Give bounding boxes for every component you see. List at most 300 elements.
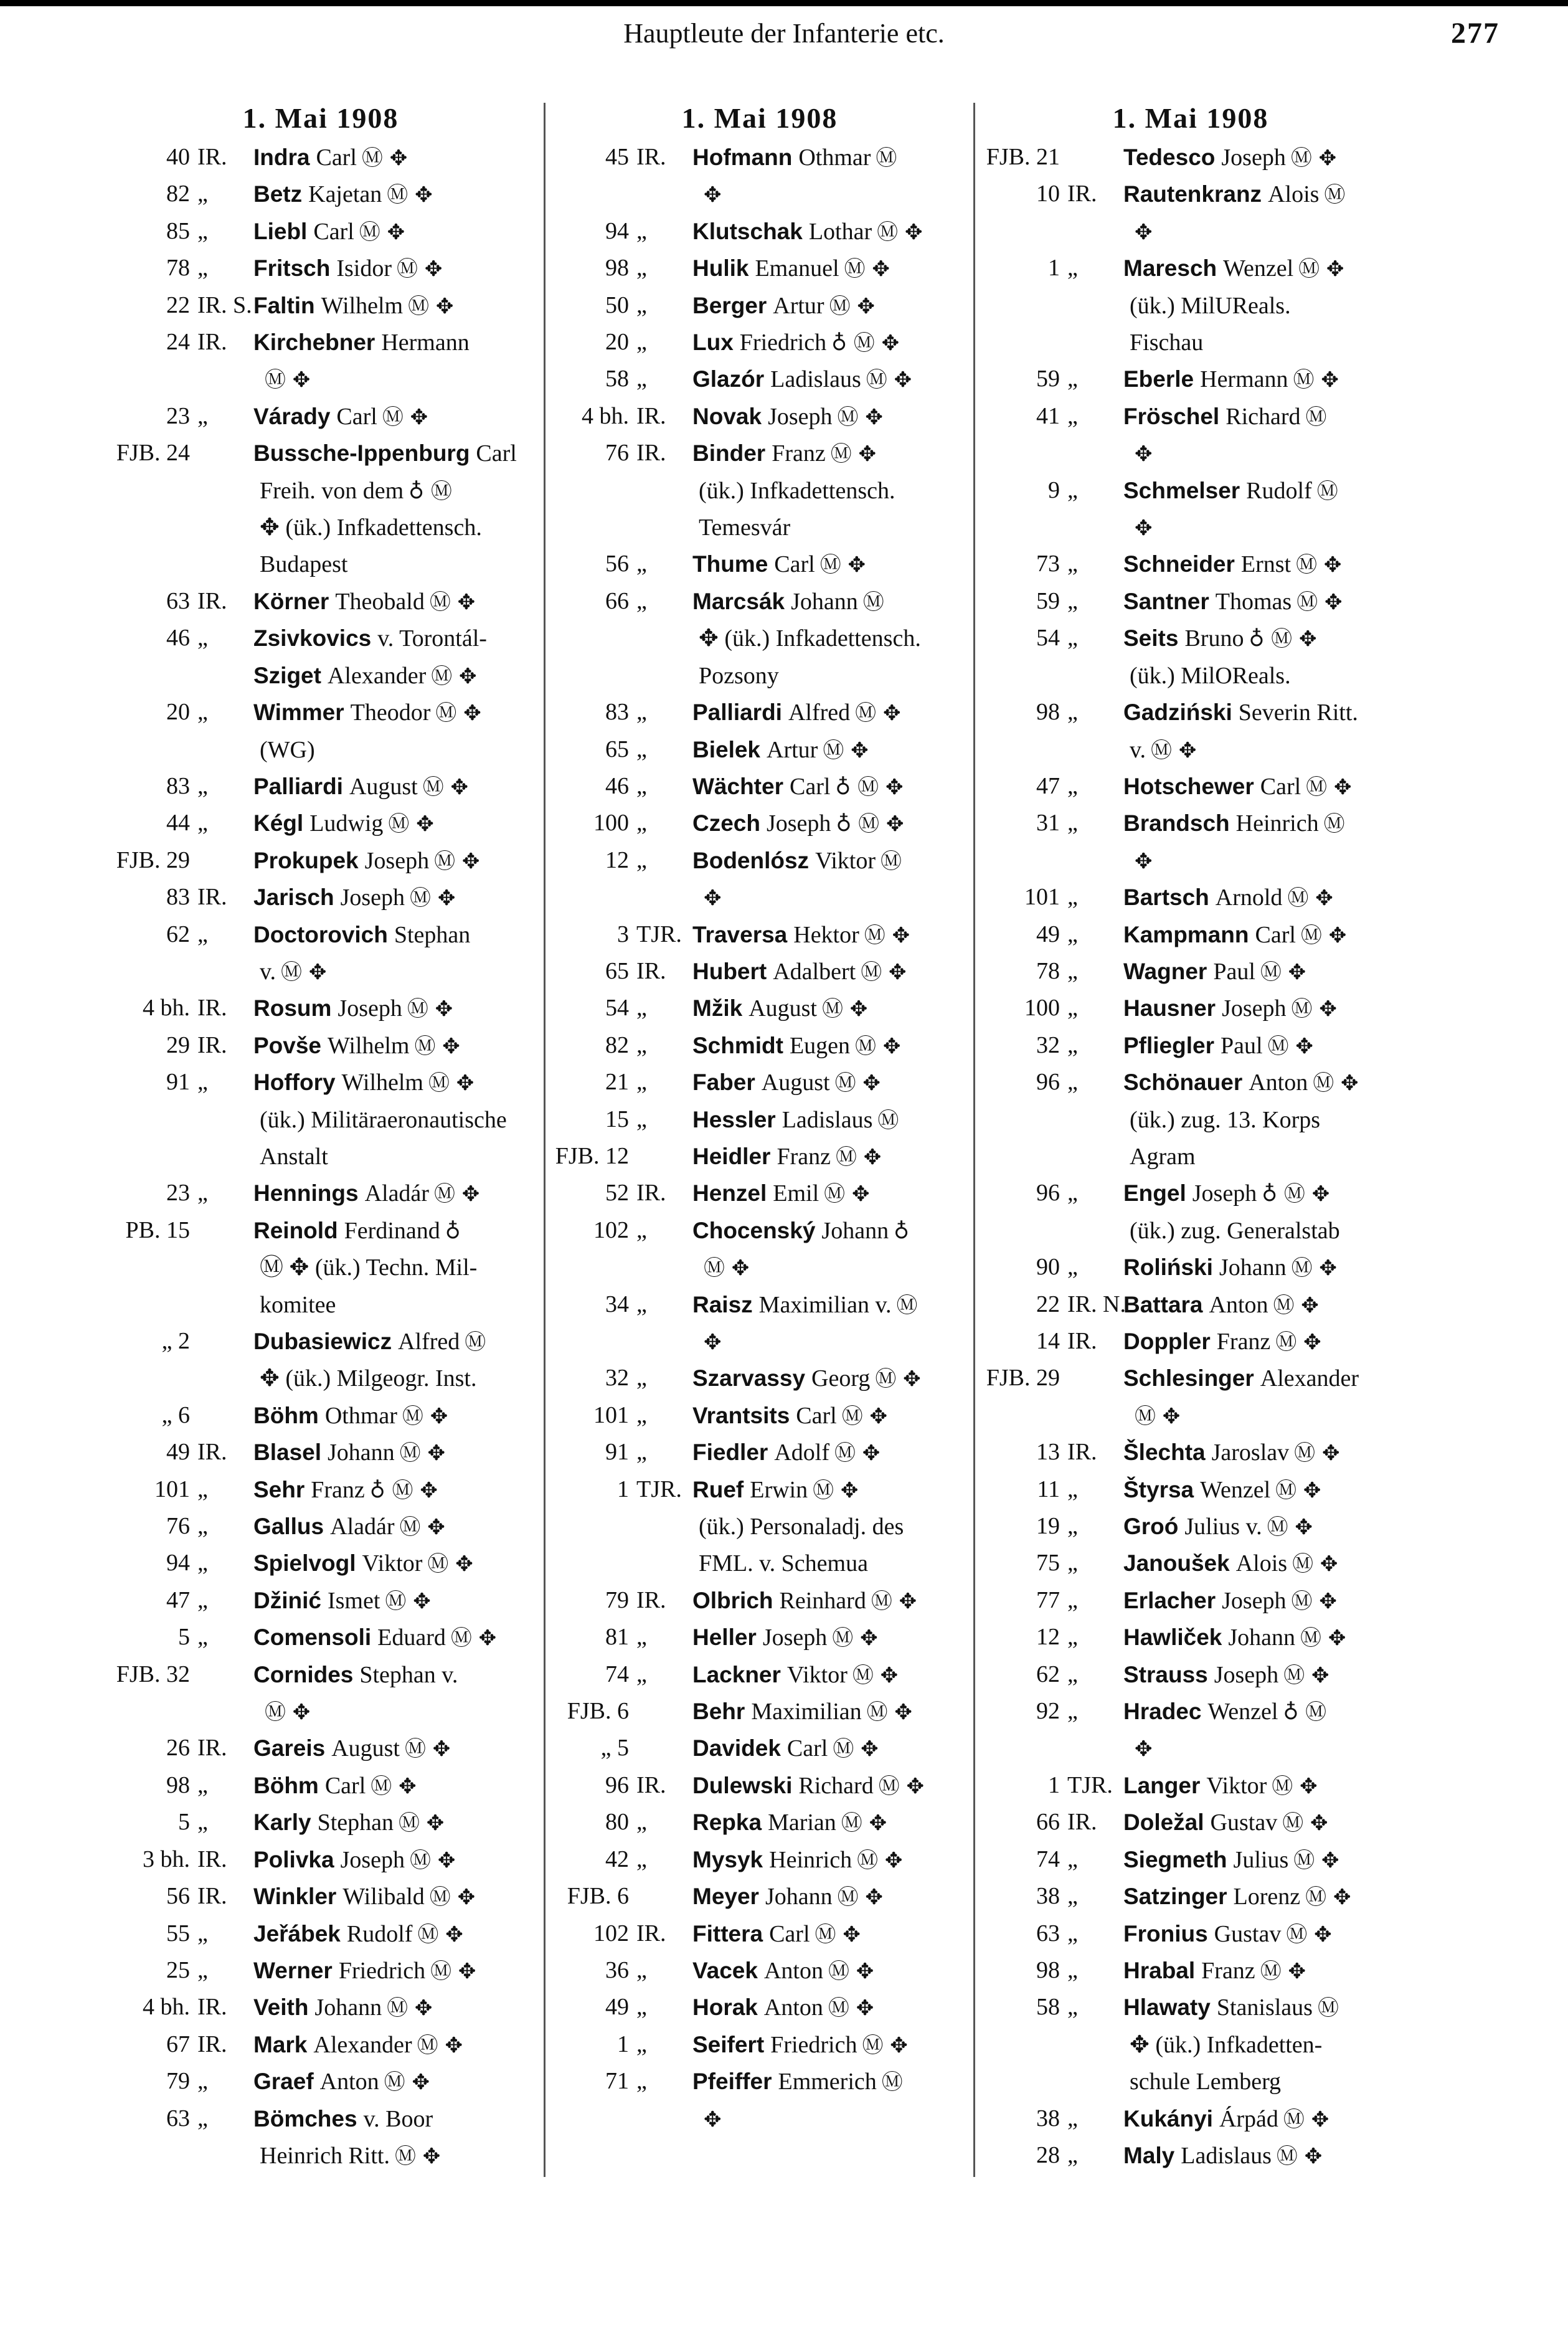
surname: Fiedler [692,1439,768,1466]
regiment-number: 76 [166,1513,190,1540]
regiment-number: „ 6 [161,1401,190,1428]
decoration-icons: Ⓜ ✥ [828,1996,874,2021]
regiment-number: 38 [1036,2105,1060,2132]
given-name-or-note: Erwin [750,1476,808,1503]
given-name-or-note: Johann [1228,1624,1296,1651]
regiment-number: 1 [617,2031,629,2057]
decoration-icons: Ⓜ ✥ [429,1885,476,1910]
regiment-number: 34 [605,1291,629,1317]
roster-entry [109,1916,532,1953]
roster-entry [548,1028,971,1065]
given-name-or-note: Wilhelm [341,1069,423,1096]
entry-line [692,140,971,176]
surname: Erlacher [1123,1587,1216,1613]
given-name-or-note: Viktor [786,1661,848,1688]
decoration-icons: ✥ [1135,442,1153,467]
unit-type: „ [636,1216,647,1243]
entry-line [1123,1619,1402,1656]
regiment-number: 67 [166,2031,190,2057]
entry-line [1123,1472,1402,1509]
unit-type: „ [636,846,647,873]
unit-type: „ [197,625,208,652]
roster-entry [548,361,971,398]
roster-entry [979,1694,1402,1768]
roster-entry [548,1953,971,1989]
decoration-icons: Ⓜ ✥ [834,1441,881,1466]
given-name-or-note: Friedrich [770,2031,857,2058]
roster-entry [979,1360,1402,1434]
decoration-icons: Ⓜ ✥ [385,1588,431,1614]
entry-line [253,658,532,695]
roster-entry [979,361,1402,398]
roster-entry [548,214,971,250]
given-name-or-note: Marian [768,1809,836,1836]
roster-entry [548,325,971,361]
regiment-number: FJB. 12 [555,1142,629,1169]
roster-entry [979,1953,1402,1989]
given-name-or-note: Richard [798,1772,874,1799]
entry-line [253,325,532,361]
roster-entry [109,288,532,325]
surname: Fröschel [1123,403,1220,429]
entry-line [253,1065,532,1101]
entry-line [253,399,532,435]
given-name-or-note: Carl [774,551,815,578]
unit-type: „ [1067,2105,1078,2132]
given-name-or-note: ✥ (ük.) Infkadetten- [1130,2031,1323,2058]
given-name-or-note: Joseph [340,1846,405,1873]
decoration-icons: Ⓜ ✥ [861,959,907,985]
regiment-number: 1 [617,1476,629,1502]
surname: Hoffory [253,1069,336,1096]
regiment-number: 83 [166,772,190,799]
roster-entry [979,1287,1402,1324]
roster-entry [109,214,532,250]
regiment-number: 38 [1036,1883,1060,1910]
given-name-or-note: (WG) [260,736,315,763]
surname: Tedesco [1123,145,1216,170]
unit-type: „ [636,217,647,244]
roster-entry [548,1989,971,2026]
regiment-number: 24 [166,329,190,356]
surname: Hrabal [1123,1957,1196,1983]
given-name-or-note: (ük.) Infkadettensch. [699,477,895,504]
regiment-number: 59 [1036,587,1060,614]
regiment-number: 63 [166,587,190,614]
unit-type: IR. [1067,1328,1097,1354]
entry-line [692,473,971,510]
roster-entry [109,1768,532,1804]
surname: Brandsch [1123,810,1230,837]
regiment-number: 80 [605,1809,629,1836]
entry-line [1123,288,1402,325]
given-name-or-note: Adalbert [773,958,856,985]
decoration-icons: Ⓜ ✥ [265,1700,311,1725]
decoration-icons: Ⓜ [1323,812,1345,837]
unit-type: „ [197,402,208,429]
surname: Czech [692,810,760,837]
regiment-number: 91 [605,1439,629,1466]
decoration-icons: ♁ Ⓜ [1283,1700,1327,1725]
entry-line [253,1842,532,1879]
unit-type: „ [636,1401,647,1428]
regiment-number: 63 [1036,1920,1060,1947]
entry-line [1123,954,1402,990]
regiment-number: 101 [593,1401,629,1428]
entry-line [1123,584,1402,620]
decoration-icons: Ⓜ ✥ [813,1477,859,1503]
surname: Jeřábek [253,1920,341,1947]
surname: Fittera [692,1920,763,1947]
unit-type: „ [1067,402,1078,429]
roster-entry [109,1028,532,1065]
unit-type: „ [636,1994,647,2021]
unit-type: IR. [197,1735,227,1762]
given-name-or-note: August [331,1735,400,1762]
decoration-icons: Ⓜ ✥ [1282,1811,1328,1836]
roster-entry [109,399,532,435]
roster-entry [109,843,532,880]
surname: Engel [1123,1180,1186,1207]
entry-line [692,1324,971,1360]
unit-type: IR. [197,2031,227,2057]
unit-type: IR. [197,1883,227,1910]
entry-line [692,1213,971,1250]
unit-type: IR. [636,144,666,170]
unit-type: IR. [197,995,227,1022]
roster-entry [109,1583,532,1619]
entry-line [253,140,532,176]
regiment-number: 10 [1036,181,1060,207]
surname: Davidek [692,1735,781,1762]
regiment-number: 14 [1036,1328,1060,1354]
entry-line [253,990,532,1027]
roster-entry [979,399,1402,473]
page-header: Hauptleute der Infanterie etc. [623,18,945,49]
surname: Hulik [692,255,749,282]
decoration-icons: Ⓜ ✥ [1267,1515,1313,1540]
regiment-number: FJB. 24 [116,440,190,467]
unit-type: „ [197,1513,208,1540]
surname: Horak [692,1994,758,2021]
unit-type: IR. [636,1180,666,1207]
surname: Hennings [253,1180,359,1207]
given-name-or-note: v. [260,958,276,985]
entry-line [253,917,532,954]
decoration-icons: ✥ [704,886,722,911]
surname: Mark [253,2031,308,2057]
roster-entry [109,1657,532,1731]
unit-type: „ [1067,1476,1078,1502]
decoration-icons: Ⓜ ✥ [834,1071,881,1096]
entry-line [1123,1102,1402,1139]
given-name-or-note: Carl [476,440,517,467]
given-name-or-note: Lorenz [1233,1884,1301,1910]
unit-type: TJR. [636,1476,682,1502]
unit-type: „ [1067,255,1078,282]
decoration-icons: Ⓜ ✥ [841,1403,888,1429]
given-name-or-note: Pozsony [699,662,779,689]
decoration-icons: Ⓜ ✥ [866,1700,912,1725]
unit-type: IR. [636,957,666,984]
surname: Olbrich [692,1587,773,1613]
entry-line [1123,1768,1402,1804]
given-name-or-note: Rudolf [346,1920,413,1947]
decoration-icons: Ⓜ ✥ [837,404,883,430]
decoration-icons: Ⓜ ✥ [397,257,443,282]
entry-line [692,1175,971,1212]
roster-entry [109,1989,532,2026]
given-name-or-note: Wilhelm [321,292,404,319]
unit-type: IR. [197,884,227,911]
regiment-number: 55 [166,1920,190,1947]
regiment-number: 56 [166,1883,190,1910]
entry-line [1123,2064,1402,2100]
unit-type: IR. [1067,1809,1097,1836]
given-name-or-note: Viktor [1206,1772,1267,1799]
roster-entry [548,1583,971,1619]
decoration-icons: Ⓜ ✥ [387,183,433,208]
unit-type: „ [1067,1994,1078,2021]
roster-entry [548,990,971,1027]
regiment-number: 65 [605,736,629,762]
given-name-or-note: Agram [1130,1143,1196,1170]
entry-line [1123,399,1402,435]
surname: Schlesinger [1123,1365,1254,1392]
unit-type: „ [636,1106,647,1132]
decoration-icons: ♁ Ⓜ ✥ [1249,627,1317,652]
entry-line [692,1730,971,1767]
given-name-or-note: Joseph [766,810,831,837]
decoration-icons: Ⓜ ✥ [830,442,877,467]
unit-type: „ [636,1439,647,1466]
regiment-number: 46 [605,772,629,799]
decoration-icons: Ⓜ ✥ [844,257,890,282]
unit-type: TJR. [636,921,682,947]
entry-line [1123,1989,1402,2026]
entry-line [253,250,532,287]
given-name-or-note: (ük.) zug. Generalstab [1130,1217,1340,1244]
entry-line [253,1768,532,1804]
entry-line [253,1360,532,1397]
regiment-number: 20 [166,699,190,726]
surname: Werner [253,1957,333,1983]
regiment-number: 42 [605,1846,629,1872]
given-name-or-note: August [349,773,418,800]
decoration-icons: Ⓜ ✥ [837,1885,883,1910]
entry-line [692,1139,971,1175]
unit-type: IR. N. [1067,1291,1126,1317]
given-name-or-note: v. [1130,736,1146,763]
surname: Hlawaty [1123,1994,1211,2021]
given-name-or-note: (ük.) MilUReals. [1130,292,1291,319]
regiment-number: 40 [166,144,190,170]
unit-type: „ [636,1956,647,1983]
entry-line [253,1619,532,1656]
decoration-icons: Ⓜ ✥ [877,219,923,245]
entry-line [253,361,532,398]
regiment-number: 28 [1036,2141,1060,2168]
entry-line [253,880,532,916]
entry-line [1123,620,1402,657]
unit-type: „ [1067,1698,1078,1725]
given-name-or-note: (ük.) zug. 13. Korps [1130,1106,1321,1133]
regiment-number: 5 [178,1624,190,1651]
decoration-icons: ✥ [704,1330,722,1355]
entry-line [253,1175,532,1212]
entry-line [1123,1545,1402,1582]
regiment-number: 58 [605,366,629,392]
surname: Pfliegler [1123,1032,1214,1058]
given-name-or-note: FML. v. Schemua [699,1550,868,1577]
entry-line [1123,695,1402,731]
regiment-number: 58 [1036,1994,1060,2021]
given-name-or-note: Viktor [362,1550,423,1577]
regiment-number: 15 [605,1106,629,1132]
regiment-number: 102 [593,1920,629,1947]
surname: Bodenlósz [692,847,810,873]
roster-entry [979,1509,1402,1545]
given-name-or-note: Franz [1201,1957,1255,1984]
given-name-or-note: Arnold [1215,884,1283,911]
entry-line [253,1398,532,1434]
unit-type: „ [636,1365,647,1392]
given-name-or-note: Alexander [313,2031,412,2058]
decoration-icons: Ⓜ ✥ [1275,1477,1321,1503]
entry-line [692,1804,971,1841]
surname: Reinold [253,1217,338,1243]
entry-line [692,990,971,1027]
decoration-icons: Ⓜ [1317,1996,1339,2021]
surname: Šlechta [1123,1439,1206,1466]
unit-type: TJR. [1067,1771,1113,1798]
unit-type: „ [1067,1586,1078,1613]
decoration-icons: Ⓜ ✥ [1273,1292,1319,1318]
regiment-number: 62 [1036,1661,1060,1687]
entry-line [692,1102,971,1139]
given-name-or-note: Johann [765,1884,833,1910]
surname: Mysyk [692,1846,763,1872]
entry-line [1123,2027,1402,2064]
surname: Hawliček [1123,1624,1222,1651]
entry-line [692,2101,971,2138]
roster-entry [979,1028,1402,1065]
roster-entry [979,1804,1402,1841]
unit-type: „ [1067,699,1078,726]
roster-entry [109,1398,532,1434]
entry-line [692,695,971,731]
roster-entry [979,2138,1402,2174]
entry-line [1123,1360,1402,1397]
surname: Maresch [1123,255,1217,282]
regiment-number: 82 [166,181,190,207]
given-name-or-note: Stephan [317,1809,394,1836]
unit-type: „ [1067,884,1078,911]
entry-line [692,1509,971,1545]
surname: Hotschewer [1123,773,1254,799]
unit-type: „ [1067,1956,1078,1983]
entry-line [253,1287,532,1324]
entry-line [253,620,532,657]
roster-entry [979,954,1402,990]
unit-type: „ [1067,1920,1078,1947]
given-name-or-note: Hermann [381,330,470,356]
regiment-number: 59 [1036,366,1060,392]
regiment-number: 1 [1048,1771,1060,1798]
regiment-number: 49 [605,1994,629,2021]
roster-entry [979,1472,1402,1509]
decoration-icons: Ⓜ ✥ [265,368,311,393]
column-1 [109,100,532,2174]
entry-line [1123,1804,1402,1841]
surname: Pfeiffer [692,2069,772,2095]
entry-line [253,2101,532,2138]
surname: Hausner [1123,995,1216,1022]
decoration-icons: Ⓜ ✥ [410,886,456,911]
entry-line [1123,1842,1402,1879]
surname: Gallus [253,1514,324,1540]
entry-line [692,1250,971,1286]
entry-line [692,1989,971,2026]
surname: Prokupek [253,847,359,873]
entry-line [692,288,971,325]
unit-type: „ [1067,625,1078,652]
entry-line [253,176,532,213]
roster-entry [548,1287,971,1361]
roster-entry [979,1916,1402,1953]
surname: Winkler [253,1884,337,1910]
entry-line [1123,1916,1402,1953]
roster-entry [548,546,971,583]
regiment-number: 96 [1036,1180,1060,1207]
decoration-icons: Ⓜ ✥ [1293,368,1339,393]
surname: Rautenkranz [1123,181,1262,207]
roster-entry [548,2027,971,2064]
entry-line [692,1545,971,1582]
roster-entry [979,140,1402,176]
decoration-icons: ♁ Ⓜ ✥ [831,331,900,356]
surname: Glazór [692,366,765,392]
unit-type: „ [636,366,647,392]
surname: Spielvogl [253,1550,356,1577]
given-name-or-note: Freih. von dem [260,477,404,504]
unit-type: „ [197,921,208,947]
decoration-icons: Ⓜ ✥ [832,1626,878,1651]
entry-line [253,695,532,731]
decoration-icons: Ⓜ ✥ [431,663,477,689]
unit-type: „ [1067,551,1078,577]
given-name-or-note: Anton [319,2069,379,2095]
roster-entry [548,1434,971,1471]
surname: Heller [692,1624,757,1651]
entry-line [253,1730,532,1767]
given-name-or-note: Johann [1219,1254,1287,1281]
surname: Seifert [692,2031,765,2057]
given-name-or-note: Carl [336,403,377,430]
unit-type: „ [636,1291,647,1317]
surname: Böhm [253,1402,319,1428]
given-name-or-note: Emil [773,1180,819,1207]
given-name-or-note: Joseph [340,884,405,911]
decoration-icons: Ⓜ ✥ [833,1737,879,1762]
roster-entry [979,176,1402,250]
unit-type: „ [1067,921,1078,947]
given-name-or-note: komitee [260,1291,336,1318]
decoration-icons: ✥ [1135,1737,1153,1762]
entry-line [692,1065,971,1101]
given-name-or-note: Thomas [1215,588,1292,615]
entry-line [1123,1694,1402,1730]
